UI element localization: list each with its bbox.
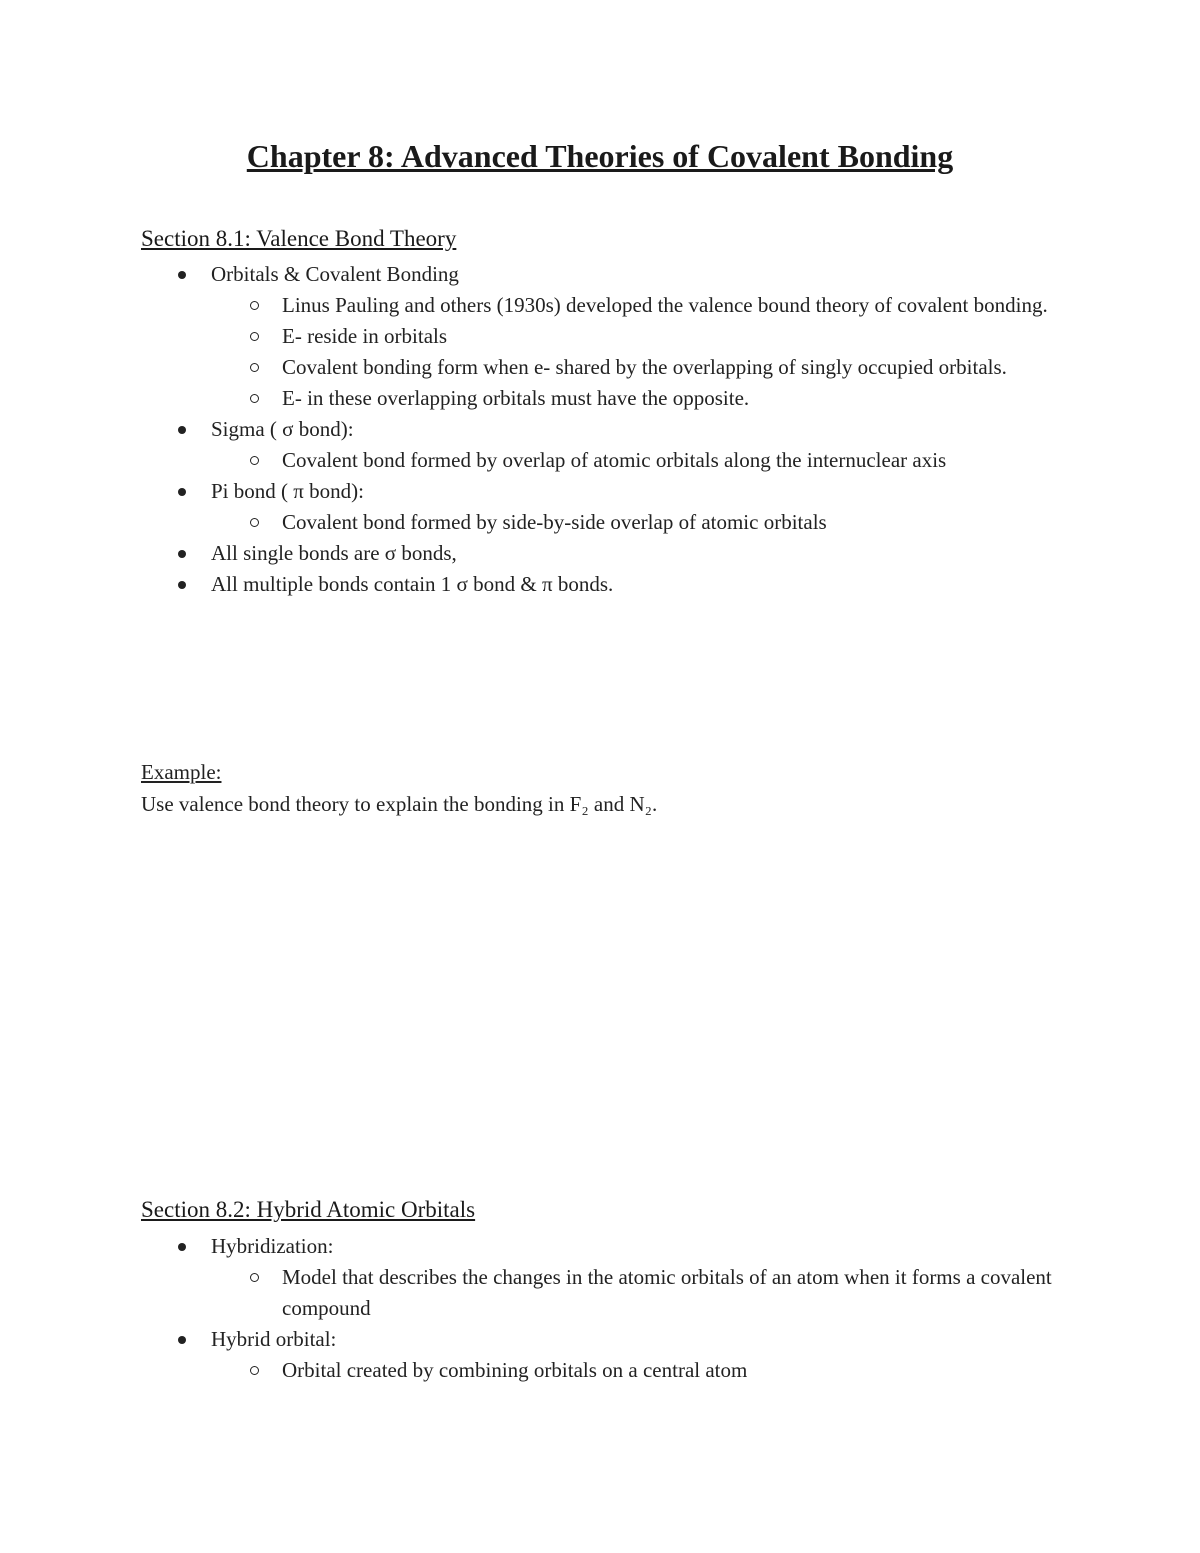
- sub-list-item: Orbital created by combining orbitals on a central atom: [0, 1355, 1200, 1386]
- hollow-bullet-icon: [250, 456, 259, 465]
- bullet-icon: [178, 1243, 186, 1251]
- hollow-bullet-icon: [250, 1273, 259, 1282]
- section-8-1-list: [0, 259, 1200, 600]
- sub-list-item: E- in these overlapping orbitals must have the opposite.: [0, 383, 1200, 414]
- page-title: Chapter 8: Advanced Theories of Covalent Bonding: [246, 138, 954, 174]
- hollow-bullet-icon: [250, 394, 259, 403]
- list-item: All single bonds are σ bonds,: [0, 538, 1200, 569]
- sub-list-item: E- reside in orbitals: [0, 321, 1200, 352]
- hollow-bullet-icon: [250, 1366, 259, 1375]
- bullet-icon: [178, 550, 186, 558]
- section-heading-8-1: Section 8.1: Valence Bond Theory: [141, 226, 457, 251]
- list-item: Pi bond ( π bond):: [0, 476, 1200, 507]
- sub-list-item: Covalent bonding form when e- shared by the overlapping of singly occupied orbitals.: [0, 352, 1200, 383]
- bullet-icon: [178, 271, 186, 279]
- hollow-bullet-icon: [250, 363, 259, 372]
- list-item: Sigma ( σ bond):: [0, 414, 1200, 445]
- list-item: Hybridization:: [0, 1231, 1200, 1262]
- section-8-2-list: [0, 1231, 1200, 1386]
- hollow-bullet-icon: [250, 518, 259, 527]
- hollow-bullet-icon: [250, 332, 259, 341]
- bullet-icon: [178, 581, 186, 589]
- list-item: All multiple bonds contain 1 σ bond & π bonds.: [0, 569, 1200, 600]
- sub-list-item: Covalent bond formed by overlap of atomic orbitals along the internuclear axis: [0, 445, 1200, 476]
- sub-list-item: Model that describes the changes in the atomic orbitals of an atom when it forms a covalent compound: [0, 1262, 1200, 1324]
- list-item: Orbitals & Covalent Bonding: [0, 259, 1200, 290]
- list-item: Hybrid orbital:: [0, 1324, 1200, 1355]
- bullet-icon: [178, 1336, 186, 1344]
- sub-list-item: Covalent bond formed by side-by-side overlap of atomic orbitals: [0, 507, 1200, 538]
- sub-list-item: Linus Pauling and others (1930s) developed the valence bound theory of covalent bonding.: [0, 290, 1200, 321]
- section-heading-8-2: Section 8.2: Hybrid Atomic Orbitals: [141, 1197, 476, 1222]
- hollow-bullet-icon: [250, 301, 259, 310]
- example-label: Example:: [141, 760, 222, 784]
- bullet-icon: [178, 488, 186, 496]
- example-prompt: Use valence bond theory to explain the bonding in F₂ and N₂.: [141, 792, 658, 816]
- bullet-icon: [178, 426, 186, 434]
